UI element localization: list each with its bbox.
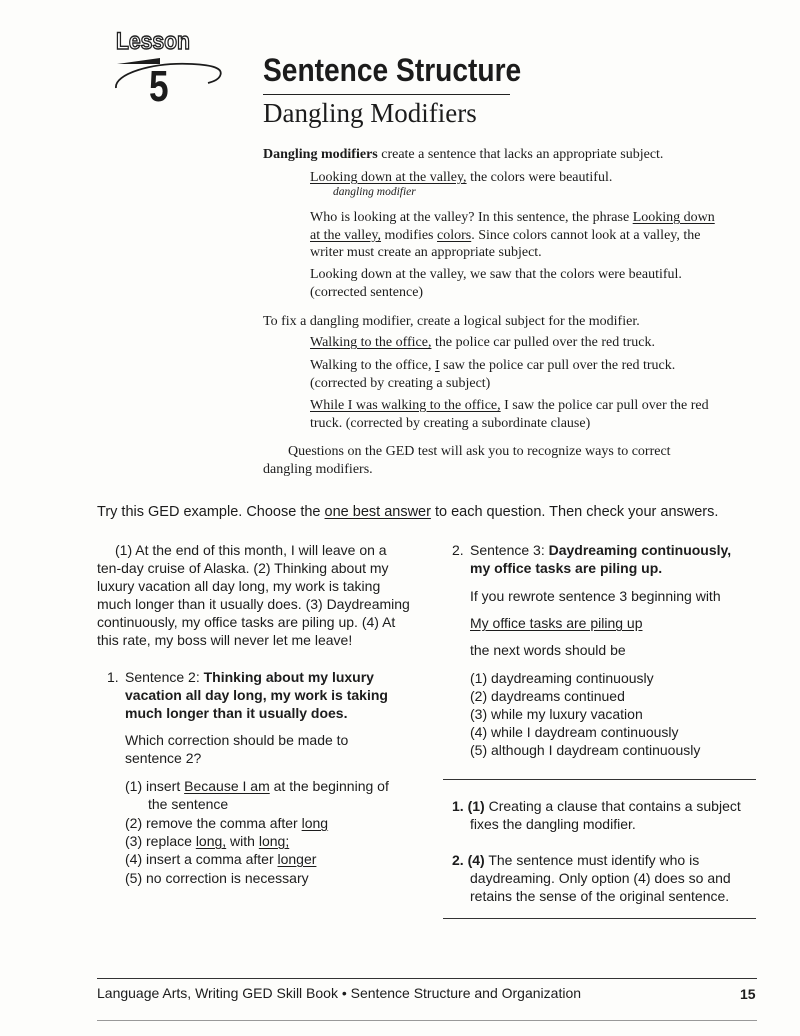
example-rest: the colors were beautiful. [466, 170, 613, 185]
passage-line-5: continuously, my office tasks are piling up. (4) At [97, 614, 396, 630]
question-2-prompt-line-1: If you rewrote sentence 3 beginning with [470, 588, 721, 604]
option-underlined: long [301, 815, 329, 831]
fix-example-2-note: (corrected by creating a subject) [310, 376, 491, 391]
option-text: (3) replace [125, 833, 196, 849]
page-title: Sentence Structure [263, 52, 522, 88]
explanation-phrase: Looking down [632, 210, 715, 225]
option-text: (1) insert [125, 778, 185, 794]
question-1-prompt-line-1: Which correction should be made to [125, 732, 349, 748]
question-1-number: 1. [107, 669, 119, 685]
option-text: with [226, 833, 259, 849]
question-1-stem-line-3: much longer than it usually does. [125, 705, 348, 721]
explanation-text: Who is looking at the valley? In this sentence, the phrase [310, 210, 633, 225]
instruction-text: to each question. Then check your answers. [430, 504, 719, 520]
answer-2-line-2: daydreaming. Only option (4) does so and [470, 870, 731, 886]
fix-lead: To fix a dangling modifier, create a logical subject for the modifier. [263, 314, 640, 329]
fix-subordinate-clause: While I was walking to the office, [310, 398, 501, 413]
question-1-stem-line-1 [125, 668, 374, 686]
passage-line-6: this rate, my boss will never let me leave! [97, 632, 353, 648]
question-2-option-1[interactable]: (1) daydreaming continuously [470, 670, 654, 686]
explanation-phrase-cont: at the valley, [310, 228, 382, 243]
example-dangling [310, 169, 612, 187]
option-text: (4) insert a comma after [125, 851, 278, 867]
answers-top-rule [443, 779, 756, 780]
footer-text: Language Arts, Writing GED Skill Book • Sentence Structure and Organization [97, 985, 582, 1001]
passage-line-3: luxury vacation all day long, my work is taking [97, 578, 381, 594]
question-2-number: 2. [452, 542, 464, 558]
intro-term: Dangling modifiers [263, 147, 378, 162]
question-2-label: Sentence 3: [470, 542, 549, 558]
question-2-option-2[interactable]: (2) daydreams continued [470, 688, 625, 704]
page-subtitle: Dangling Modifiers [263, 98, 477, 128]
option-text: at the beginning of [269, 778, 389, 794]
answer-1-number: 1. [452, 798, 464, 814]
fix-example-1 [310, 334, 655, 352]
intro-lead-text: create a sentence that lacks an appropriate subject. [377, 147, 664, 162]
answers-bottom-rule [443, 918, 756, 919]
question-1-label: Sentence 2: [125, 669, 204, 685]
footer-rule [97, 978, 757, 979]
answer-1-text: Creating a clause that contains a subject [484, 798, 741, 814]
answer-2-number: 2. [452, 852, 464, 868]
intro-lead [263, 146, 663, 164]
instruction-emphasis: one best answer [324, 504, 431, 520]
title-rule [263, 94, 510, 95]
explanation-line-1 [310, 209, 715, 227]
question-2-sentence: Daydreaming continuously, [548, 542, 732, 558]
option-underlined: long, [195, 833, 227, 849]
answer-1-line-2: fixes the dangling modifier. [470, 816, 636, 832]
lesson-number: 5 [149, 62, 169, 111]
fix-example-text: the police car pulled over the red truck. [431, 335, 655, 350]
dangling-caption: dangling modifier [333, 186, 416, 198]
question-2-stem-line-1 [470, 541, 731, 559]
lesson-swoosh-graphic [112, 52, 227, 92]
question-1-option-3[interactable] [125, 832, 289, 850]
explanation-line-2 [310, 227, 700, 245]
question-2-option-4[interactable]: (4) while I daydream continuously [470, 724, 679, 740]
question-2-option-3[interactable]: (3) while my luxury vacation [470, 706, 643, 722]
dangling-phrase: Looking down at the valley, [310, 170, 467, 185]
passage-line-2: ten-day cruise of Alaska. (2) Thinking about my [97, 560, 389, 576]
ged-note-line-1: Questions on the GED test will ask you to recognize ways to correct [288, 444, 671, 459]
fix-example-text: saw the police car pull over the red truck. [439, 358, 676, 373]
question-1-option-2[interactable] [125, 814, 328, 832]
answer-2 [452, 851, 699, 869]
corrected-example-line-2: (corrected sentence) [310, 285, 424, 300]
answer-2-line-3: retains the sense of the original sentence. [470, 888, 730, 904]
question-1-prompt-line-2: sentence 2? [125, 750, 202, 766]
question-1-stem-line-2: vacation all day long, my work is taking [125, 687, 388, 703]
explanation-line-3: writer must create an appropriate subject. [310, 245, 542, 260]
fix-example-3-line-2: truck. (corrected by creating a subordinate clause) [310, 416, 591, 431]
question-1-option-1[interactable] [125, 777, 389, 795]
passage-line-4: much longer than it usually does. (3) Daydreaming [97, 596, 410, 612]
question-1-option-4[interactable] [125, 850, 316, 868]
answer-2-key: (4) [467, 852, 485, 868]
fix-dangling-phrase: Walking to the office, [310, 335, 432, 350]
instruction-text: Try this GED example. Choose the [97, 504, 325, 520]
question-2-option-5[interactable]: (5) although I daydream continuously [470, 742, 701, 758]
fix-example-3 [310, 397, 709, 415]
question-2-prompt-line-2: the next words should be [470, 642, 626, 658]
option-underlined: longer [277, 851, 317, 867]
ged-note-line-2: dangling modifiers. [263, 462, 373, 477]
passage-line-1: (1) At the end of this month, I will leave on a [115, 542, 387, 558]
question-1-option-1-line-2: the sentence [148, 796, 229, 812]
explanation-text: modifies [381, 228, 438, 243]
question-2-prompt-underlined [470, 614, 643, 632]
explanation-word: colors [437, 228, 472, 243]
answer-1-key: (1) [467, 798, 485, 814]
answer-2-text: The sentence must identify who is [484, 852, 700, 868]
fix-example-text: Walking to the office, [310, 358, 435, 373]
option-text: (2) remove the comma after [125, 815, 302, 831]
option-underlined: Because I am [184, 778, 270, 794]
fix-subject: I [434, 358, 440, 373]
fix-example-2 [310, 357, 675, 375]
question-1-option-5[interactable]: (5) no correction is necessary [125, 870, 309, 886]
question-1-sentence: Thinking about my luxury [203, 669, 374, 685]
fix-example-text: I saw the police car pull over the red [500, 398, 709, 413]
page-number: 15 [740, 986, 756, 1002]
instruction [97, 503, 718, 521]
footer-bottom-rule [97, 1020, 757, 1021]
prompt-underlined: My office tasks are piling up [470, 615, 643, 631]
option-underlined: long; [258, 833, 290, 849]
lesson-label: Lesson [116, 28, 190, 55]
corrected-example-line-1: Looking down at the valley, we saw that the colors were beautiful. [310, 267, 682, 282]
explanation-text: . Since colors cannot look at a valley, the [471, 228, 701, 243]
answer-1 [452, 797, 741, 815]
question-2-stem-line-2: my office tasks are piling up. [470, 560, 663, 576]
